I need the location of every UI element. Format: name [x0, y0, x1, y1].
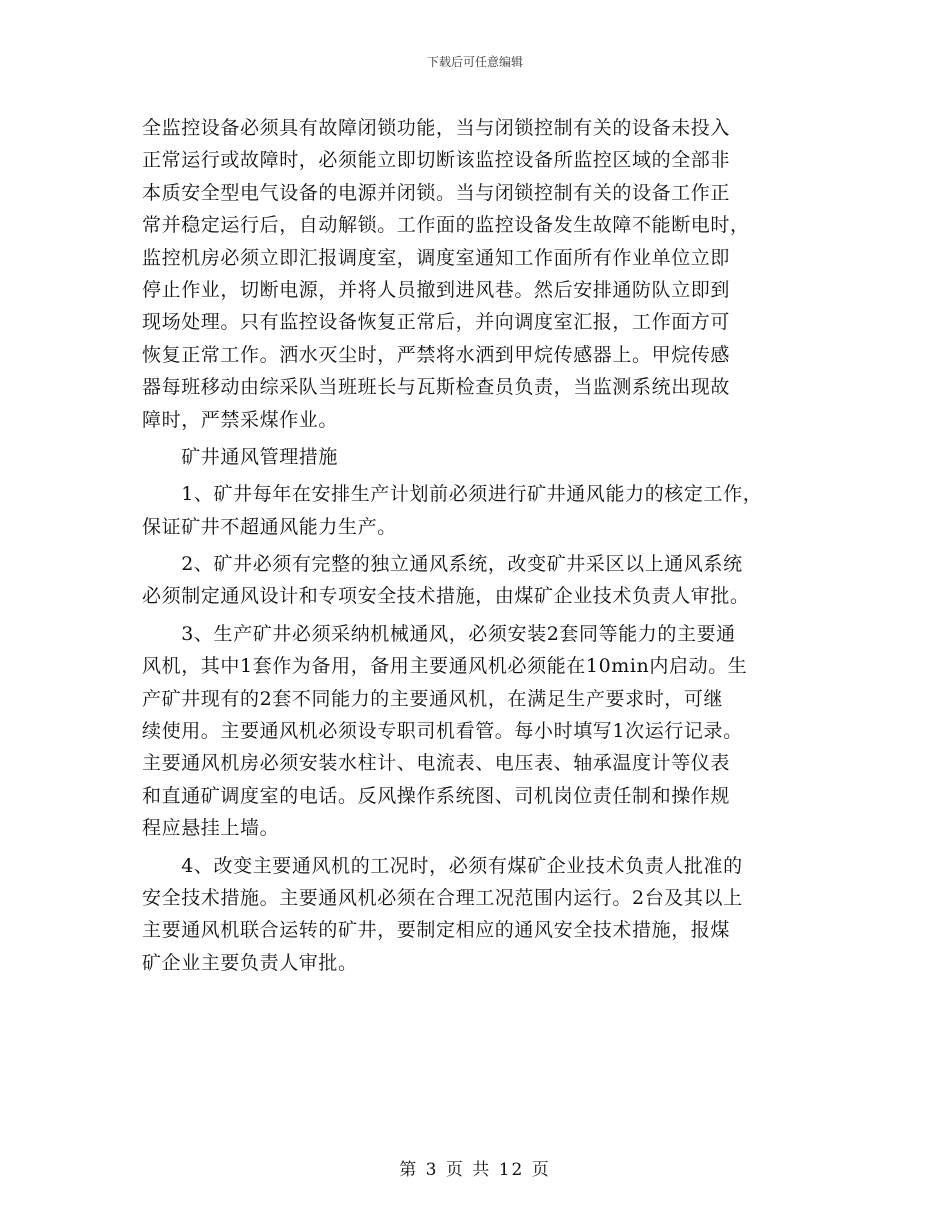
text-line: 2、矿井必须有完整的独立通风系统，改变矿井采区以上通风系统 — [142, 553, 743, 576]
text-line: 主要通风机联合运转的矿井，要制定相应的通风安全技术措施，报煤 — [142, 919, 731, 942]
text-line: 恢复正常工作。洒水灭尘时，严禁将水洒到甲烷传感器上。甲烷传感 — [142, 343, 731, 366]
text-line: 风机，其中1套作为备用，备用主要通风机必须能在10min内启动。生 — [142, 655, 748, 678]
text-line: 正常运行或故障时，必须能立即切断该监控设备所监控区域的全部非 — [142, 149, 731, 172]
text-line: 障时，严禁采煤作业。 — [142, 408, 339, 431]
text-line: 4、改变主要通风机的工况时，必须有煤矿企业技术负责人批准的 — [142, 854, 743, 877]
text-line: 常并稳定运行后，自动解锁。工作面的监控设备发生故障不能断电时， — [142, 214, 750, 237]
text-line: 矿井通风管理措施 — [142, 445, 339, 468]
text-line: 必须制定通风设计和专项安全技术措施，由煤矿企业技术负责人审批。 — [142, 585, 750, 608]
text-line: 本质安全型电气设备的电源并闭锁。当与闭锁控制有关的设备工作正 — [142, 181, 731, 204]
text-line: 和直通矿调度室的电话。反风操作系统图、司机岗位责任制和操作规 — [142, 784, 731, 807]
page-footer: 第 3 页 共 12 页 — [399, 1160, 551, 1180]
text-line: 器每班移动由综采队当班班长与瓦斯检查员负责，当监测系统出现故 — [142, 376, 731, 399]
text-line: 停止作业，切断电源，并将人员撤到进风巷。然后安排通防队立即到 — [142, 278, 731, 301]
text-line: 监控机房必须立即汇报调度室，调度室通知工作面所有作业单位立即 — [142, 246, 731, 269]
text-line: 保证矿井不超通风能力生产。 — [142, 515, 397, 538]
text-line: 主要通风机房必须安装水柱计、电流表、电压表、轴承温度计等仪表 — [142, 752, 731, 775]
text-line: 程应悬挂上墙。 — [142, 817, 280, 840]
text-line: 全监控设备必须具有故障闭锁功能，当与闭锁控制有关的设备未投入 — [142, 117, 731, 139]
text-line: 安全技术措施。主要通风机必须在合理工况范围内运行。2台及其以上 — [142, 886, 743, 909]
text-line: 产矿井现有的2套不同能力的主要通风机，在满足生产要求时，可继 — [142, 687, 724, 710]
text-line: 1、矿井每年在安排生产计划前必须进行矿井通风能力的核定工作， — [142, 483, 763, 506]
page-header: 下载后可任意编辑 — [426, 55, 523, 69]
text-line: 3、生产矿井必须采纳机械通风，必须安装2套同等能力的主要通 — [142, 622, 736, 645]
document-body — [142, 112, 814, 979]
text-line: 现场处理。只有监控设备恢复正常后，并向调度室汇报，工作面方可 — [142, 311, 731, 334]
text-line: 矿企业主要负责人审批。 — [142, 951, 358, 974]
text-line: 续使用。主要通风机必须设专职司机看管。每小时填写1次运行记录。 — [142, 720, 743, 743]
